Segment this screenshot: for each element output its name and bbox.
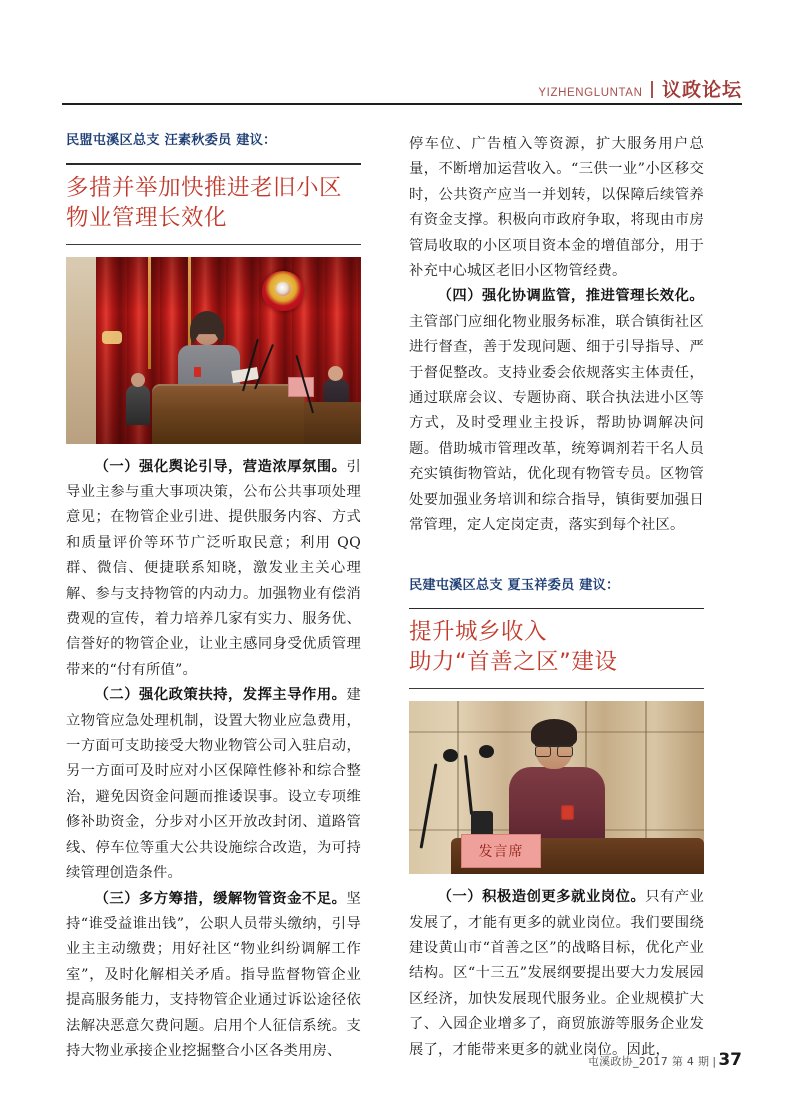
running-head xyxy=(62,62,742,106)
running-head-divider xyxy=(651,81,653,98)
photo-1-name-placard xyxy=(288,377,314,397)
right-column xyxy=(409,132,704,1063)
footer-issue-text: 屯溪政协_2017 第 4 期 xyxy=(587,1055,710,1068)
photo-2-microphone-head xyxy=(479,745,494,758)
article-1-paragraph-3-text: 坚持“谁受益谁出钱”，公职人员带头缴纳，引导业主主动缴费；用好社区“物业纠纷调解工作室”，及时化解相关矛盾。指导监督物管企业提高服务能力，支持物管企业通过诉讼途径依法解决恶意欠费问题。启用个人征信系统。支持大物业承接企业挖掘整合小区各类用房、 xyxy=(66,890,361,1059)
article-1-paragraph-5 xyxy=(409,284,704,538)
article-1-paragraph-3 xyxy=(66,887,361,1065)
article-1-photo xyxy=(66,257,361,444)
article-1-paragraph-3-lead: （三）多方筹措，缓解物管资金不足。 xyxy=(94,890,347,907)
photo-1-gold-pleat xyxy=(148,257,151,369)
article-2-rule-bottom xyxy=(409,688,704,689)
article-2-headline-line-1: 提升城乡收入 xyxy=(409,619,548,646)
article-1-paragraph-2-text: 建立物管应急处理机制，设置大物业应急费用，一方面可支助接受大物业物管公司入驻启动，另一方面可及时应对小区保障性修补和综合整治，避免因资金问题而推诿误事。设立专项维修补助资金，分步对小区开放改封闭、道路管线、停车位等重大公共设施综合改造，为可持续管理创造条件。 xyxy=(66,687,361,882)
page-footer xyxy=(62,1050,742,1070)
article-1-paragraph-5-text: 主管部门应细化物业服务标准，联合镇街社区进行督查，善于发现问题、细于引导指导、严于督促整改。支持业委会依规落实主体责任，通过联席会议、专题协商、联合执法进小区等方式，及时受理业主投诉，帮助协调解决问题。借助城市管理改革，统筹调剂若干名人员充实镇街物管站，优化现有物管专员。区物管处要加强业务培训和综合指导，镇街要加强日常管理，定人定岗定责，落实到每个社区。 xyxy=(409,313,704,534)
running-head-pinyin: YIZHENGLUNTAN xyxy=(538,87,643,99)
article-2-headline-line-2: 助力“首善之区”建设 xyxy=(409,649,618,676)
article-1-rule-bottom xyxy=(66,244,361,245)
article-1-rule-top xyxy=(66,163,361,165)
photo-2-speaker-body xyxy=(509,767,605,843)
photo-1-curtain-tieback xyxy=(102,331,122,344)
running-head-chinese: 议政论坛 xyxy=(661,79,742,101)
photo-2-microphone-head xyxy=(443,749,458,762)
article-2-photo xyxy=(409,701,704,874)
article-1-paragraph-4-text: 停车位、广告植入等资源，扩大服务用户总量，不断增加运营收入。“三供一业”小区移交时，公共资产应当一并划转，以保障后续管养有资金支撑。积极向市政府争取，将现由市房管局收取的小区项目资本金的增值部分，用于补充中心城区老旧小区物管经费。 xyxy=(409,136,704,280)
photo-1-speaker-badge xyxy=(194,367,201,377)
photo-1-side-wall xyxy=(66,257,96,444)
article-2-paragraph-1 xyxy=(409,885,704,1063)
page-number: 37 xyxy=(718,1050,742,1070)
left-column xyxy=(66,132,361,1064)
photo-1-attendee-left xyxy=(126,385,150,425)
article-2-byline: 民建屯溪区总支 夏玉祥委员 建议： xyxy=(409,577,620,593)
photo-1-cppcc-emblem-icon xyxy=(262,271,304,311)
article-1-byline: 民盟屯溪区总支 汪素秋委员 建议： xyxy=(66,133,277,148)
article-2-paragraph-1-text: 只有产业发展了，才能有更多的就业岗位。我们要围绕建设黄山市“首善之区”的战略目标，优化产业结构。区“十三五”发展纲要提出要大力发展园区经济，加快发展现代服务业。企业规模扩大了、入园企业增多了，商贸旅游等服务企业发展了，才能带来更多的就业岗位。因此， xyxy=(409,889,704,1058)
article-1-paragraph-2-lead: （二）强化政策扶持，发挥主导作用。 xyxy=(94,687,347,704)
footer-divider: | xyxy=(712,1055,717,1068)
article-1-headline xyxy=(66,174,361,234)
article-1-paragraph-2 xyxy=(66,683,361,886)
photo-2-eyeglasses-icon xyxy=(535,745,573,755)
article-1-paragraph-5-lead: （四）强化协调监管，推进管理长效化。 xyxy=(437,288,704,305)
article-2-rule-top xyxy=(409,608,704,610)
article-1-paragraph-1-lead: （一）强化舆论引导，营造浓厚氛围。 xyxy=(94,458,347,475)
article-1-paragraph-1 xyxy=(66,455,361,684)
photo-2-speaker-sign: 发言席 xyxy=(461,834,541,868)
article-1-headline-line-2: 物业管理长效化 xyxy=(66,204,228,231)
photo-2-speaker-hair xyxy=(531,719,577,747)
article-2-paragraph-1-lead: （一）积极造创更多就业岗位。 xyxy=(437,889,646,906)
running-head-inner xyxy=(538,75,742,106)
running-head-rule xyxy=(62,103,742,105)
photo-2-speaker-badge xyxy=(561,805,574,820)
article-1-paragraph-4-continued xyxy=(409,132,704,284)
article-1-headline-line-1: 多措并举加快推进老旧小区 xyxy=(66,174,343,201)
photo-1-rostrum xyxy=(152,384,304,444)
article-1-paragraph-1-text: 引导业主参与重大事项决策，公布公共事项处理意见；在物管企业引进、提供服务内容、方式和质量评价等环节广泛听取民意；利用 QQ 群、微信、便捷联系知晓，激发业主关心理解、参与支持物管的内动力。加强物业有偿消费观的宣传，着力培养几家有实力、服务优、信誉好的物管企业，让业主感同身受优质管理带来的“付有所值”。 xyxy=(66,458,361,678)
article-2-headline xyxy=(409,618,704,678)
